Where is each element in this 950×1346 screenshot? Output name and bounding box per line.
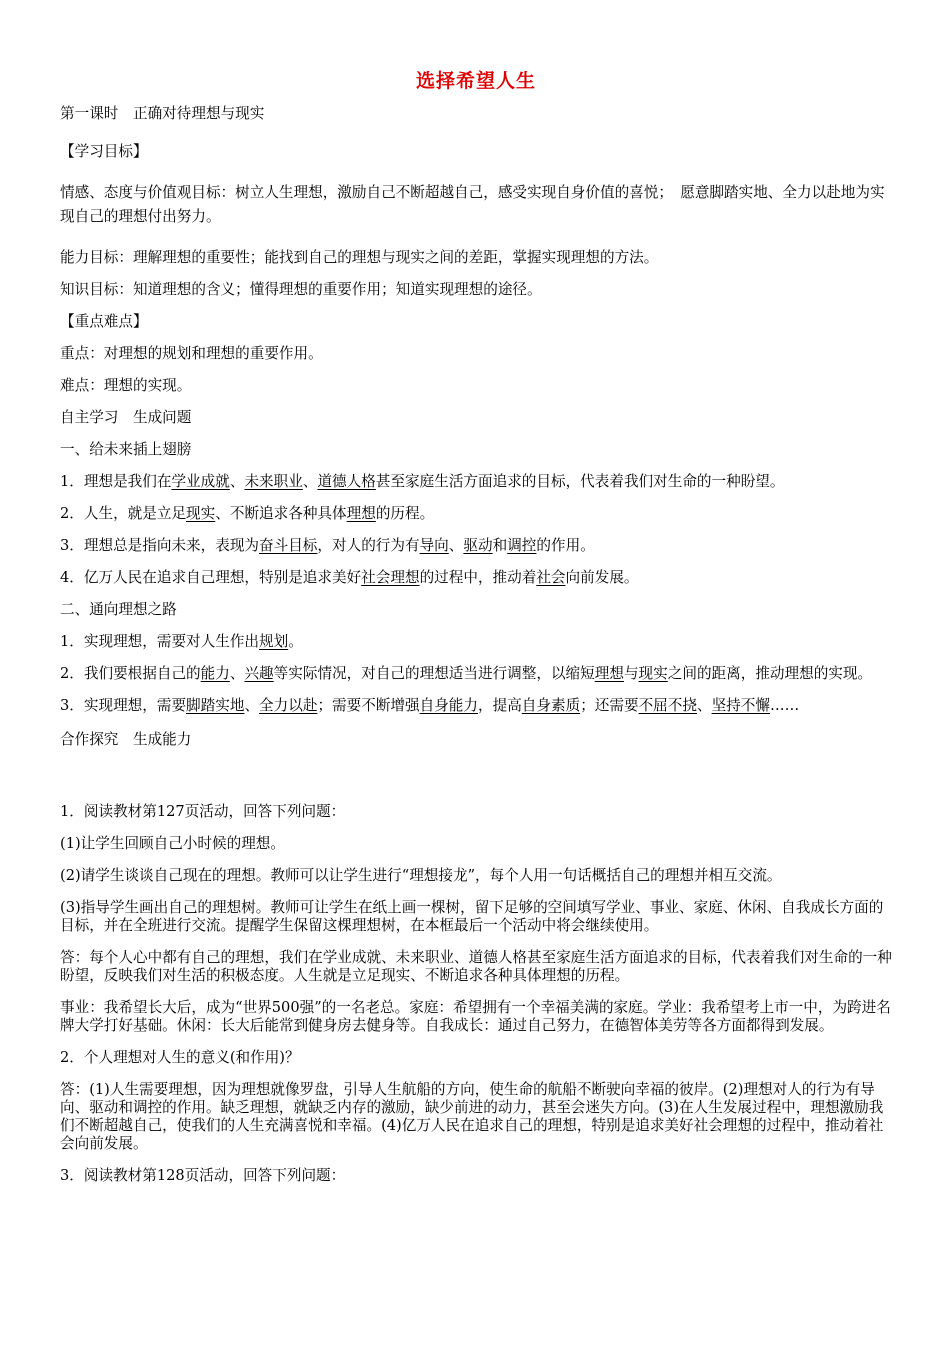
text: 、不断追求各种具体: [215, 505, 347, 522]
text: 1．理想是我们在: [60, 473, 172, 490]
answer-blank: 驱动: [463, 537, 493, 554]
text: 3．理想总是指向未来，表现为: [60, 537, 260, 554]
text: 的过程中，推动着: [419, 569, 537, 586]
answer-blank: 学业成就: [171, 473, 230, 490]
answer-blank: 社会理想: [361, 569, 420, 586]
text: 、: [244, 697, 260, 714]
text: ，对人的行为有: [317, 537, 420, 554]
question-2-answer: 答：(1)人生需要理想，因为理想就像罗盘，引导人生航船的方向，使生命的航船不断驶向幸福的彼岸。(2)理想对人的行为有导向、驱动和调控的作用。缺乏理想，就缺乏内存的激励，缺少前进的动力，甚至会迷失方向。(3)在人生发展过程中，理想激励我们不断超越自己，使我们的人生充满喜悦和幸福。(4)亿万人民在追求自己的理想，特别是追求美好社会理想的过程中，推动着社会向前发展。: [60, 1081, 884, 1152]
section1-item3: [60, 537, 892, 555]
section2-item1: [60, 633, 892, 651]
spacer: [60, 749, 892, 789]
text: 的历程。: [375, 505, 435, 522]
answer-blank: 全力以赴: [259, 697, 318, 714]
keypoints-heading: 【重点难点】: [60, 313, 148, 330]
objective-knowledge: 知识目标：知道理想的含义；懂得理想的重要作用；知道实现理想的途径。: [60, 281, 542, 298]
question-1-example: 事业：我希望长大后，成为“世界500强”的一名老总。家庭：希望拥有一个幸福美满的家庭。学业：我希望考上市一中，为跨进名牌大学打好基础。休闲：长大后能常到健身房去健身等。自我成长：通过自己努力，在德智体美劳等各方面都得到发展。: [60, 999, 891, 1034]
section2-item3: [60, 697, 892, 715]
section1-item4: [60, 569, 892, 587]
answer-blank: 调控: [507, 537, 537, 554]
question-1-answer: 答：每个人心中都有自己的理想，我们在学业成就、未来职业、道德人格甚至家庭生活方面追求的目标，代表着我们对生命的一种盼望，反映我们对生活的积极态度。人生就是立足现实、不断追求各种具体理想的历程。: [60, 949, 892, 984]
question-1-part-3: (3)指导学生画出自己的理想树。教师可让学生在纸上画一棵树，留下足够的空间填写学业、事业、家庭、休闲、自我成长方面的目标，并在全班进行交流。提醒学生保留这棵理想树，在本框最后一个活动中将会继续使用。: [60, 899, 884, 934]
question-1: 1．阅读教材第127页活动，回答下列问题：: [60, 803, 346, 820]
text: ；需要不断增强: [317, 697, 420, 714]
cooperate-heading: 合作探究 生成能力: [60, 731, 192, 748]
document-page: [60, 66, 892, 1185]
text: 3．实现理想，需要: [60, 697, 187, 714]
answer-blank: 现实: [186, 505, 216, 522]
answer-blank: 导向: [419, 537, 449, 554]
text: 向前发展。: [565, 569, 639, 586]
text: 、: [302, 473, 318, 490]
answer-blank: 理想: [594, 665, 624, 682]
answer-blank: 脚踏实地: [186, 697, 245, 714]
text: 4．亿万人民在追求自己理想，特别是追求美好: [60, 569, 362, 586]
text: 、: [229, 473, 245, 490]
text: 、: [448, 537, 464, 554]
question-3: 3．阅读教材第128页活动，回答下列问题：: [60, 1167, 346, 1184]
answer-blank: 能力: [200, 665, 230, 682]
self-study-heading: 自主学习 生成问题: [60, 409, 192, 426]
text: 2．人生，就是立足: [60, 505, 187, 522]
answer-blank: 未来职业: [244, 473, 303, 490]
difficult-point: 难点：理想的实现。: [60, 377, 192, 394]
text: 、: [229, 665, 245, 682]
answer-blank: 现实: [638, 665, 668, 682]
answer-blank: 道德人格: [317, 473, 376, 490]
text: ……: [769, 697, 800, 714]
answer-blank: 理想: [346, 505, 376, 522]
answer-blank: 自身能力: [419, 697, 478, 714]
objectives-heading: 【学习目标】: [60, 143, 148, 160]
section1-item1: [60, 473, 892, 491]
answer-blank: 奋斗目标: [259, 537, 318, 554]
section2-item2: [60, 665, 892, 683]
question-1-part-1: (1)让学生回顾自己小时候的理想。: [60, 835, 285, 852]
question-2: 2．个人理想对人生的意义(和作用)？: [60, 1049, 300, 1066]
text: 、: [696, 697, 712, 714]
answer-blank: 兴趣: [244, 665, 274, 682]
answer-blank: 规划: [259, 633, 289, 650]
section2-heading: 二、通向理想之路: [60, 601, 177, 618]
key-point: 重点：对理想的规划和理想的重要作用。: [60, 345, 323, 362]
answer-blank: 社会: [536, 569, 566, 586]
answer-blank: 不屈不挠: [638, 697, 697, 714]
text: 与: [623, 665, 639, 682]
text: 之间的距离，推动理想的实现。: [667, 665, 873, 682]
objective-ability: 能力目标：理解理想的重要性；能找到自己的理想与现实之间的差距，掌握实现理想的方法。: [60, 249, 659, 266]
lesson-subtitle: 第一课时 正确对待理想与现实: [60, 105, 265, 122]
text: 1．实现理想，需要对人生作出: [60, 633, 260, 650]
text: 等实际情况，对自己的理想适当进行调整，以缩短: [273, 665, 595, 682]
text: 甚至家庭生活方面追求的目标，代表着我们对生命的一种盼望。: [375, 473, 785, 490]
question-1-part-2: (2)请学生谈谈自己现在的理想。教师可以让学生进行“理想接龙”，每个人用一句话概括自己的理想并相互交流。: [60, 867, 782, 884]
text: 。: [288, 633, 303, 650]
text: 2．我们要根据自己的: [60, 665, 201, 682]
text: 的作用。: [536, 537, 595, 554]
text: 和: [492, 537, 508, 554]
answer-blank: 自身素质: [521, 697, 581, 714]
section1-heading: 一、给未来插上翅膀: [60, 441, 192, 458]
section1-item2: [60, 505, 892, 523]
objective-emotion: 情感、态度与价值观目标：树立人生理想，激励自己不断超越自己，感受实现自身价值的喜悦； 愿意脚踏实地、全力以赴地为实现自己的理想付出努力。: [60, 184, 885, 225]
answer-blank: 坚持不懈: [711, 697, 770, 714]
page-title: 选择希望人生: [415, 70, 536, 92]
text: ；还需要: [580, 697, 639, 714]
text: ，提高: [478, 697, 522, 714]
